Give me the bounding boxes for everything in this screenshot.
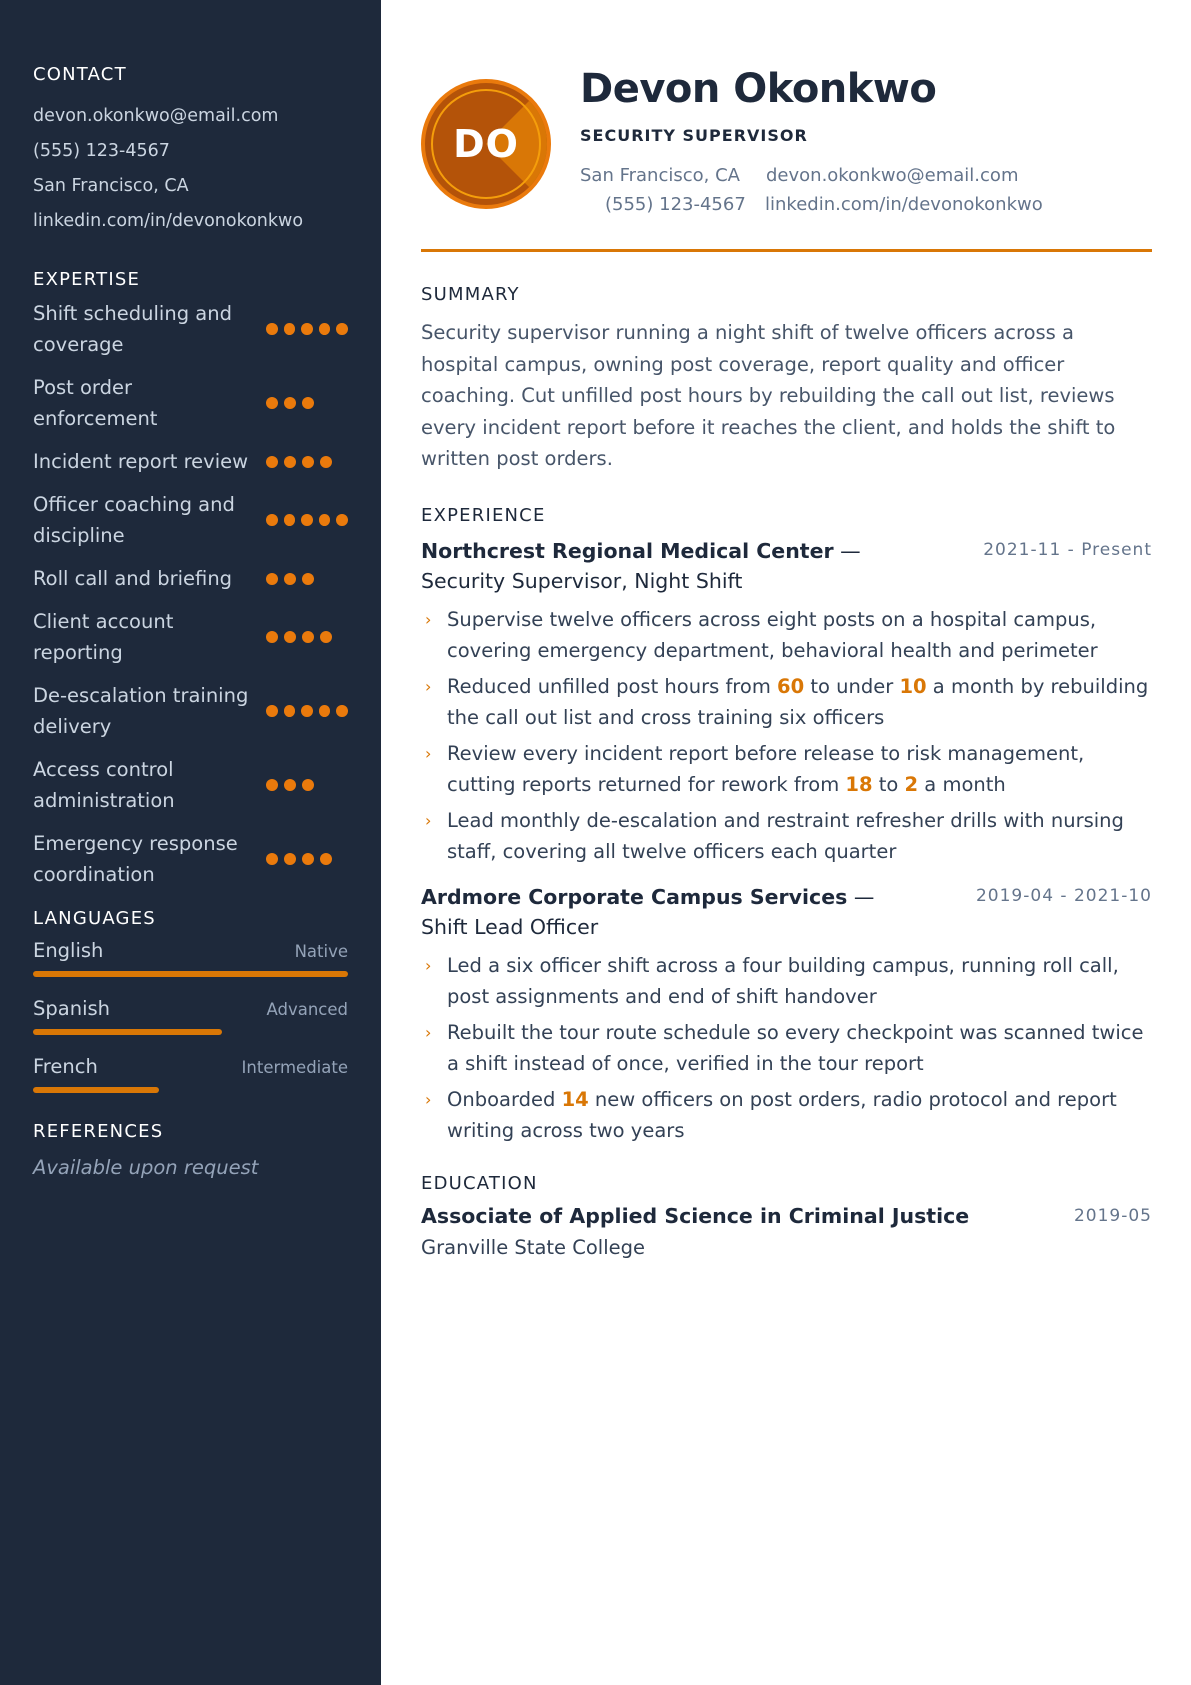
jobs-list <box>421 536 1152 1147</box>
skill-rating <box>266 705 348 717</box>
job-entry <box>421 882 1152 1147</box>
rating-dot <box>319 514 331 526</box>
job-dates: 2019-04 - 2021-10 <box>975 885 1152 906</box>
bullet-text: new officers on post orders, radio protocol and report writing across two years <box>447 1087 1117 1142</box>
rating-dot <box>284 853 296 865</box>
skill-item <box>33 489 348 551</box>
chevron-right-icon: › <box>425 743 432 763</box>
bullet-text: to under <box>804 674 900 698</box>
job-role: — Security Supervisor, Night Shift <box>421 538 861 593</box>
skill-rating <box>266 397 348 409</box>
contact-phone[interactable]: (555) 123-4567 <box>33 141 170 161</box>
job-dates: 2021-11 - Present <box>983 539 1152 560</box>
skill-rating <box>266 853 348 865</box>
rating-dot <box>302 779 314 791</box>
job-bullet <box>421 1017 1152 1080</box>
education-school: Granville State College <box>421 1235 645 1259</box>
sidebar <box>0 0 381 1685</box>
rating-dot <box>302 456 314 468</box>
job-bullets <box>421 950 1152 1147</box>
languages-heading: LANGUAGES <box>33 908 156 929</box>
rating-dot <box>266 853 278 865</box>
skill-item <box>33 606 348 668</box>
skill-name: Shift scheduling and coverage <box>33 302 232 356</box>
resume-header <box>421 0 1152 252</box>
language-row <box>33 939 348 962</box>
skill-name: Client account reporting <box>33 610 174 664</box>
job-bullets <box>421 604 1152 868</box>
header-phone[interactable]: (555) 123-4567 <box>605 194 746 215</box>
skill-rating <box>266 631 348 643</box>
education-section <box>421 1173 1152 1259</box>
rating-dot <box>266 573 278 585</box>
job-entry <box>421 536 1152 868</box>
avatar <box>421 79 551 209</box>
job-bullet <box>421 1084 1152 1147</box>
language-item <box>33 939 348 977</box>
language-name: English <box>33 939 104 962</box>
bullet-text: Rebuilt the tour route schedule so every checkpoint was scanned twice a shift instead of once, verified in the tour report <box>447 1020 1144 1075</box>
language-name: Spanish <box>33 997 111 1020</box>
bullet-text: a month <box>918 773 1006 796</box>
language-bar-fill <box>33 1087 159 1093</box>
job-bullet <box>421 671 1152 734</box>
header-email[interactable]: devon.okonkwo@email.com <box>766 165 1019 186</box>
job-company: Northcrest Regional Medical Center <box>421 538 834 563</box>
rating-dot <box>284 779 296 791</box>
rating-dot <box>266 705 278 717</box>
skill-name: De-escalation training delivery <box>33 684 249 738</box>
language-bar <box>33 1087 348 1093</box>
rating-dot <box>284 456 296 468</box>
rating-dot <box>284 631 296 643</box>
language-item <box>33 997 348 1035</box>
job-header <box>421 536 1152 596</box>
rating-dot <box>301 705 313 717</box>
skill-name: Officer coaching and discipline <box>33 493 235 547</box>
skill-name: Roll call and briefing <box>33 567 233 590</box>
bullet-text: a month by rebuilding the call out list and cross training six officers <box>447 674 1149 729</box>
rating-dot <box>336 323 348 335</box>
rating-dot <box>302 853 314 865</box>
language-bar-fill <box>33 1029 222 1035</box>
rating-dot <box>301 514 313 526</box>
languages-list <box>33 939 348 1093</box>
summary-text: Security supervisor running a night shift of twelve officers across a hospital campus, owning post coverage, report quality and officer coaching. Cut unfilled post hours by rebuilding the call out list, reviews every incident report before it reaches the client, and holds the shift to written post orders. <box>421 321 1116 470</box>
rating-dot <box>266 779 278 791</box>
skill-item <box>33 680 348 742</box>
rating-dot <box>320 853 332 865</box>
highlight-number: 2 <box>904 773 919 796</box>
contact-section <box>33 64 348 239</box>
job-bullet <box>421 604 1152 667</box>
header-linkedin[interactable]: linkedin.com/in/devonokonkwo <box>765 194 1043 215</box>
references-heading: REFERENCES <box>33 1121 164 1142</box>
job-role: — Shift Lead Officer <box>421 884 875 939</box>
rating-dot <box>336 705 348 717</box>
job-header <box>421 882 1152 942</box>
candidate-name: Devon Okonkwo <box>580 66 937 112</box>
rating-dot <box>266 397 278 409</box>
job-bullet <box>421 738 1152 801</box>
contact-heading: CONTACT <box>33 64 127 85</box>
education-date: 2019-05 <box>1073 1205 1152 1226</box>
job-bullet <box>421 950 1152 1013</box>
contact-linkedin[interactable]: linkedin.com/in/devonokonkwo <box>33 211 304 231</box>
bullet-text: Onboarded <box>447 1087 562 1111</box>
skill-rating <box>266 456 348 468</box>
language-row <box>33 1055 348 1078</box>
skill-item <box>33 298 348 360</box>
rating-dot <box>266 514 278 526</box>
chevron-right-icon: › <box>425 955 432 975</box>
bullet-text: Supervise twelve officers across eight posts on a hospital campus, covering emergency department, behavioral health and perimeter <box>447 607 1098 662</box>
skill-item <box>33 446 348 477</box>
experience-heading: EXPERIENCE <box>421 504 546 526</box>
skill-name: Incident report review <box>33 450 249 473</box>
contact-location: San Francisco, CA <box>33 176 189 196</box>
languages-section <box>33 908 348 1093</box>
language-bar-fill <box>33 971 348 977</box>
skill-rating <box>266 779 348 791</box>
rating-dot <box>302 631 314 643</box>
skill-rating <box>266 514 348 526</box>
bullet-text: to <box>872 773 905 796</box>
rating-dot <box>302 573 314 585</box>
rating-dot <box>319 323 331 335</box>
rating-dot <box>302 397 314 409</box>
rating-dot <box>301 323 313 335</box>
rating-dot <box>266 456 278 468</box>
expertise-heading: EXPERTISE <box>33 269 141 290</box>
highlight-number: 10 <box>899 674 927 698</box>
chevron-right-icon: › <box>425 609 432 629</box>
rating-dot <box>266 323 278 335</box>
language-row <box>33 997 348 1020</box>
contact-email[interactable]: devon.okonkwo@email.com <box>33 106 279 126</box>
chevron-right-icon: › <box>425 1089 432 1109</box>
chevron-right-icon: › <box>425 1022 432 1042</box>
skill-name: Post order enforcement <box>33 376 158 430</box>
rating-dot <box>336 514 348 526</box>
bullet-text: Led a six officer shift across a four building campus, running roll call, post assignments and end of shift handover <box>447 953 1119 1008</box>
skill-name: Access control administration <box>33 758 175 812</box>
job-title <box>421 882 921 942</box>
highlight-number: 18 <box>845 773 873 796</box>
job-title <box>421 536 921 596</box>
rating-dot <box>284 573 296 585</box>
skill-item <box>33 828 348 890</box>
chevron-right-icon: › <box>425 676 432 696</box>
skill-name: Emergency response coordination <box>33 832 238 886</box>
avatar-initials: DO <box>453 122 519 166</box>
skill-item <box>33 372 348 434</box>
highlight-number: 14 <box>561 1087 589 1111</box>
candidate-title: SECURITY SUPERVISOR <box>580 126 808 145</box>
job-bullet <box>421 805 1152 868</box>
skill-item <box>33 754 348 816</box>
rating-dot <box>319 705 331 717</box>
bullet-text: Lead monthly de-escalation and restraint refresher drills with nursing staff, covering all twelve officers each quarter <box>447 808 1124 863</box>
highlight-number: 60 <box>777 674 805 698</box>
rating-dot <box>284 323 296 335</box>
expertise-section <box>33 269 348 890</box>
language-bar <box>33 1029 348 1035</box>
skills-list <box>33 298 348 890</box>
summary-heading: SUMMARY <box>421 284 520 305</box>
rating-dot <box>320 456 332 468</box>
skill-rating <box>266 323 348 335</box>
chevron-right-icon: › <box>425 810 432 830</box>
rating-dot <box>284 705 296 717</box>
main-content <box>421 0 1152 1259</box>
job-company: Ardmore Corporate Campus Services <box>421 884 848 909</box>
language-level: Advanced <box>266 1000 348 1019</box>
skill-rating <box>266 573 348 585</box>
references-section <box>33 1121 348 1179</box>
rating-dot <box>320 631 332 643</box>
references-text: Available upon request <box>33 1156 259 1179</box>
summary-section <box>421 284 1152 475</box>
language-name: French <box>33 1055 98 1078</box>
bullet-text: Reduced unfilled post hours from <box>447 674 778 698</box>
rating-dot <box>284 514 296 526</box>
language-level: Intermediate <box>241 1058 348 1077</box>
skill-item <box>33 563 348 594</box>
language-bar <box>33 971 348 977</box>
education-entry <box>421 1204 1152 1228</box>
rating-dot <box>266 631 278 643</box>
education-heading: EDUCATION <box>421 1172 538 1194</box>
bullet-text: Review every incident report before release to risk management, cutting reports returned for rework from <box>447 741 1085 796</box>
experience-section <box>421 505 1152 1147</box>
education-degree: Associate of Applied Science in Criminal Justice <box>421 1203 970 1228</box>
language-item <box>33 1055 348 1093</box>
rating-dot <box>284 397 296 409</box>
header-location: San Francisco, CA <box>580 165 740 186</box>
language-level: Native <box>294 942 348 961</box>
